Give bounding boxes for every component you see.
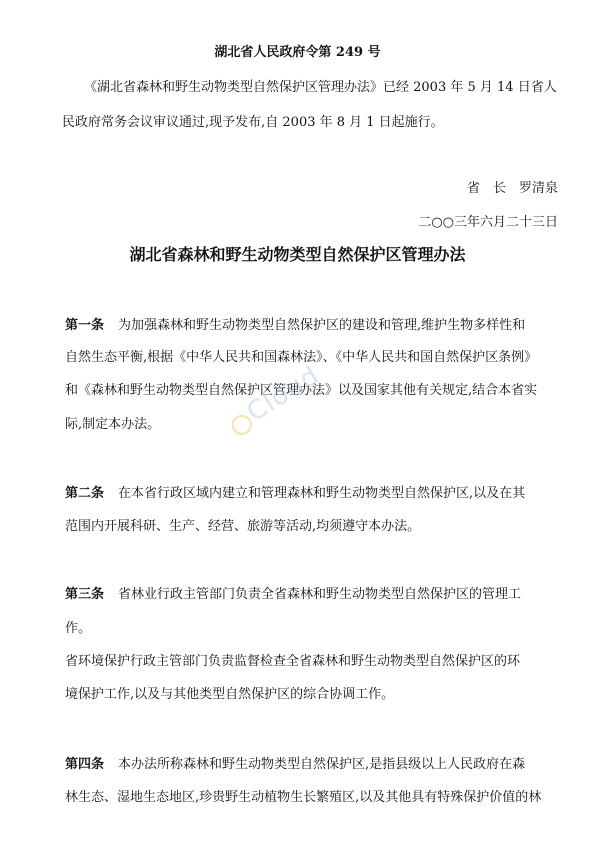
decree-text-line-2: 民政府常务会议审议通过,现予发布,自 2003 年 8 月 1 日起施行。 (62, 115, 444, 130)
signing-date: 二○○三年六月二十三日 (418, 215, 558, 230)
article-3-line-2: 作。 (65, 621, 92, 636)
regulation-title: 湖北省森林和野生动物类型自然保护区管理办法 (129, 245, 466, 264)
article-3-line-4: 境保护工作,以及与其他类型自然保护区的综合协调工作。 (65, 687, 395, 702)
decree-title: 湖北省人民政府令第 249 号 (214, 45, 381, 60)
cloud-watermark-logo (223, 351, 357, 465)
article-2-line-2: 范围内开展科研、生产、经营、旅游等活动,均须遵守本办法。 (65, 519, 421, 534)
article-1-line-1: 第一条 为加强森林和野生动物类型自然保护区的建设和管理,维护生物多样性和 (65, 318, 526, 333)
decree-text-line-1: 《湖北省森林和野生动物类型自然保护区管理办法》已经 2003 年 5 月 14 日省人 (84, 80, 557, 95)
article-1-line-2: 自然生态平衡,根据《中华人民共和国森林法》、《中华人民共和国自然保护区条例》 (65, 350, 538, 365)
article-2-label: 第二条 (65, 486, 105, 501)
article-1-line-4: 际,制定本办法。 (65, 417, 161, 432)
article-1-line-3: 和《森林和野生动物类型自然保护区管理办法》以及国家其他有关规定,结合本省实 (65, 383, 538, 398)
signer: 省 长 罗清泉 (466, 181, 558, 196)
watermark-text: Cloud (241, 360, 325, 428)
article-3-line-1: 第三条 省林业行政主管部门负责全省森林和野生动物类型自然保护区的管理工 (65, 587, 522, 602)
article-4-line-1: 第四条 本办法所称森林和野生动物类型自然保护区,是指县级以上人民政府在森 (65, 757, 526, 772)
article-4-line-2: 林生态、湿地生态地区,珍贵野生动植物生长繁殖区,以及其他具有特殊保护价值的林 (65, 790, 542, 805)
article-3-line-3: 省环境保护行政主管部门负责监督检查全省森林和野生动物类型自然保护区的环 (65, 654, 521, 669)
article-4-label: 第四条 (65, 757, 105, 772)
article-3-label: 第三条 (65, 587, 105, 602)
article-2-line-1: 第二条 在本省行政区域内建立和管理森林和野生动物类型自然保护区,以及在其 (65, 486, 526, 501)
article-1-label: 第一条 (65, 318, 105, 333)
